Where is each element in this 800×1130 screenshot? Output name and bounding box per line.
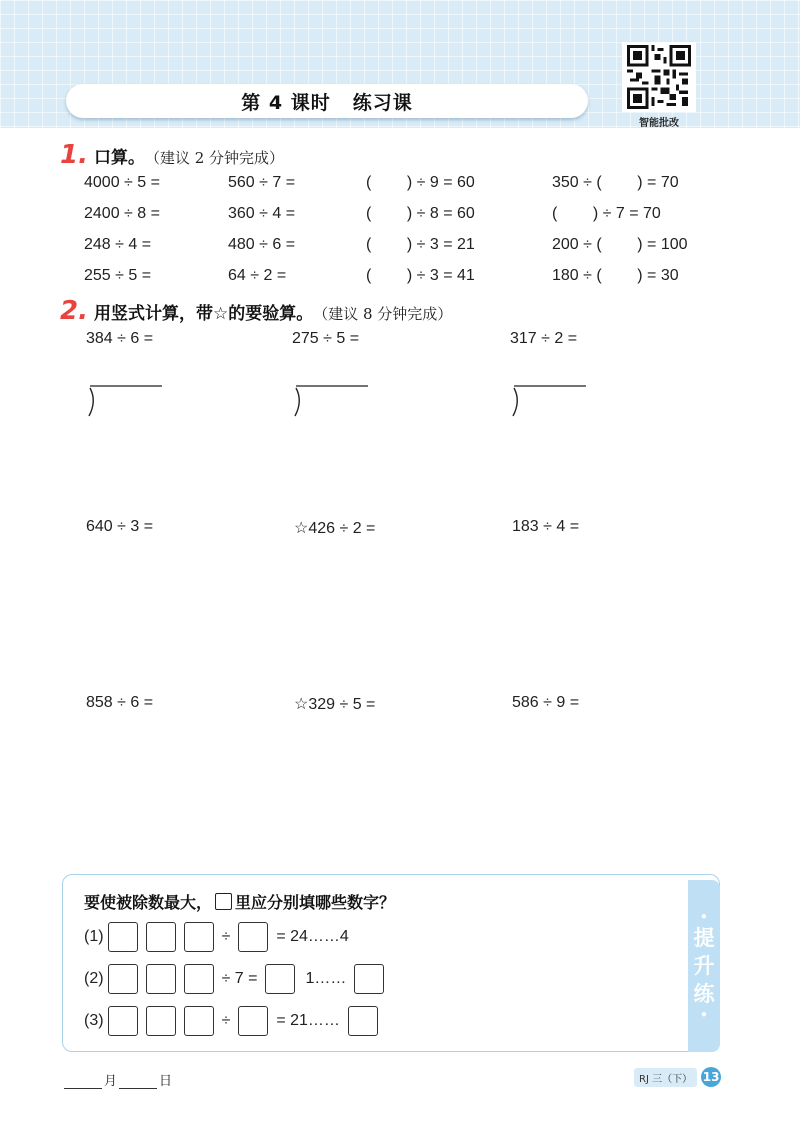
question-text: 里应分别填哪些数字？ — [235, 893, 396, 912]
digit-blank[interactable] — [146, 1006, 176, 1036]
vertical-problem: 317 ÷ 2 = — [510, 330, 578, 347]
digit-blank[interactable] — [265, 964, 295, 994]
lesson-title: 练习课 — [352, 91, 413, 114]
oral-problem: 248 ÷ 4 = — [84, 236, 152, 253]
divide-sign: ÷ 7 = — [221, 970, 258, 987]
challenge-row-1 — [84, 922, 353, 952]
month-blank[interactable] — [64, 1075, 102, 1089]
tab-char: 提 — [693, 926, 715, 950]
vertical-problem: 275 ÷ 5 = — [292, 330, 360, 347]
section2-title: 用竖式计算，带☆的要验算。 — [93, 304, 314, 324]
digit-blank[interactable] — [238, 1006, 268, 1036]
division-bracket — [508, 384, 588, 418]
section2-heading — [60, 296, 452, 326]
equation-result: = 21…… — [276, 1012, 340, 1029]
digit-blank[interactable] — [184, 1006, 214, 1036]
page-title — [241, 88, 412, 115]
section1-title: 口算。 — [93, 148, 145, 168]
day-blank[interactable] — [119, 1075, 157, 1089]
equation-result: 1…… — [305, 970, 347, 987]
vertical-problem: 858 ÷ 6 = — [86, 694, 154, 711]
divide-sign: ÷ — [221, 928, 231, 945]
row-label: (2) — [84, 970, 104, 987]
oral-problem[interactable]: ( ) ÷ 9 = 60 — [366, 174, 475, 191]
oral-problem: 4000 ÷ 5 = — [84, 174, 160, 191]
oral-problem: 560 ÷ 7 = — [228, 174, 296, 191]
oral-problem[interactable]: 180 ÷ ( ) = 30 — [552, 267, 679, 284]
digit-blank[interactable] — [238, 922, 268, 952]
digit-blank[interactable] — [146, 964, 176, 994]
tab-char: 升 — [693, 954, 715, 978]
qr-caption: 智能批改 — [639, 118, 679, 129]
digit-blank[interactable] — [184, 922, 214, 952]
digit-blank[interactable] — [108, 1006, 138, 1036]
vertical-problem: 183 ÷ 4 = — [512, 518, 580, 535]
vertical-problem: ☆426 ÷ 2 = — [294, 520, 376, 537]
grade-tag: RJ 三（下） — [634, 1068, 697, 1087]
question-text: 要使被除数最大， — [84, 893, 213, 912]
oral-problem[interactable]: ( ) ÷ 3 = 41 — [366, 267, 475, 284]
equation-result: = 24……4 — [276, 928, 349, 945]
page-number: 13 — [701, 1067, 721, 1087]
section2-hint: （建议 8 分钟完成） — [313, 305, 453, 323]
challenge-row-2 — [84, 964, 388, 994]
oral-problem: 255 ÷ 5 = — [84, 267, 152, 284]
oral-problem: 2400 ÷ 8 = — [84, 205, 160, 222]
challenge-row-3 — [84, 1006, 382, 1036]
vertical-problem: 384 ÷ 6 = — [86, 330, 154, 347]
title-bar — [66, 84, 588, 118]
section1-number: 1. — [60, 140, 88, 170]
oral-problem[interactable]: 200 ÷ ( ) = 100 — [552, 236, 688, 253]
divide-sign: ÷ — [221, 1012, 231, 1029]
oral-problem[interactable]: ( ) ÷ 7 = 70 — [552, 205, 661, 222]
digit-blank[interactable] — [108, 964, 138, 994]
oral-problem: 64 ÷ 2 = — [228, 267, 287, 284]
box-symbol-icon — [215, 893, 232, 910]
row-label: (3) — [84, 1012, 104, 1029]
oral-problem: 360 ÷ 4 = — [228, 205, 296, 222]
month-label: 月 — [104, 1074, 118, 1089]
challenge-question — [84, 890, 395, 913]
row-label: (1) — [84, 928, 104, 945]
tab-char: 练 — [693, 982, 715, 1006]
lesson-label: 第 4 课时 — [241, 91, 331, 114]
vertical-problem: ☆329 ÷ 5 = — [294, 696, 376, 713]
oral-problem: 480 ÷ 6 = — [228, 236, 296, 253]
digit-blank[interactable] — [184, 964, 214, 994]
digit-blank[interactable] — [354, 964, 384, 994]
oral-problem[interactable]: ( ) ÷ 8 = 60 — [366, 205, 475, 222]
oral-problem[interactable]: ( ) ÷ 3 = 21 — [366, 236, 475, 253]
qr-code-icon[interactable] — [622, 42, 696, 112]
page-footer — [634, 1067, 721, 1087]
date-field — [62, 1070, 172, 1089]
division-bracket — [290, 384, 370, 418]
day-label: 日 — [159, 1074, 173, 1089]
section2-number: 2. — [60, 296, 88, 326]
section1-heading — [60, 140, 284, 170]
section1-hint: （建议 2 分钟完成） — [144, 149, 285, 167]
vertical-problem: 640 ÷ 3 = — [86, 518, 154, 535]
digit-blank[interactable] — [108, 922, 138, 952]
division-bracket — [84, 384, 164, 418]
oral-problem[interactable]: 350 ÷ ( ) = 70 — [552, 174, 679, 191]
challenge-tab: • 提 升 练 • — [688, 880, 720, 1052]
digit-blank[interactable] — [348, 1006, 378, 1036]
vertical-problem: 586 ÷ 9 = — [512, 694, 580, 711]
digit-blank[interactable] — [146, 922, 176, 952]
